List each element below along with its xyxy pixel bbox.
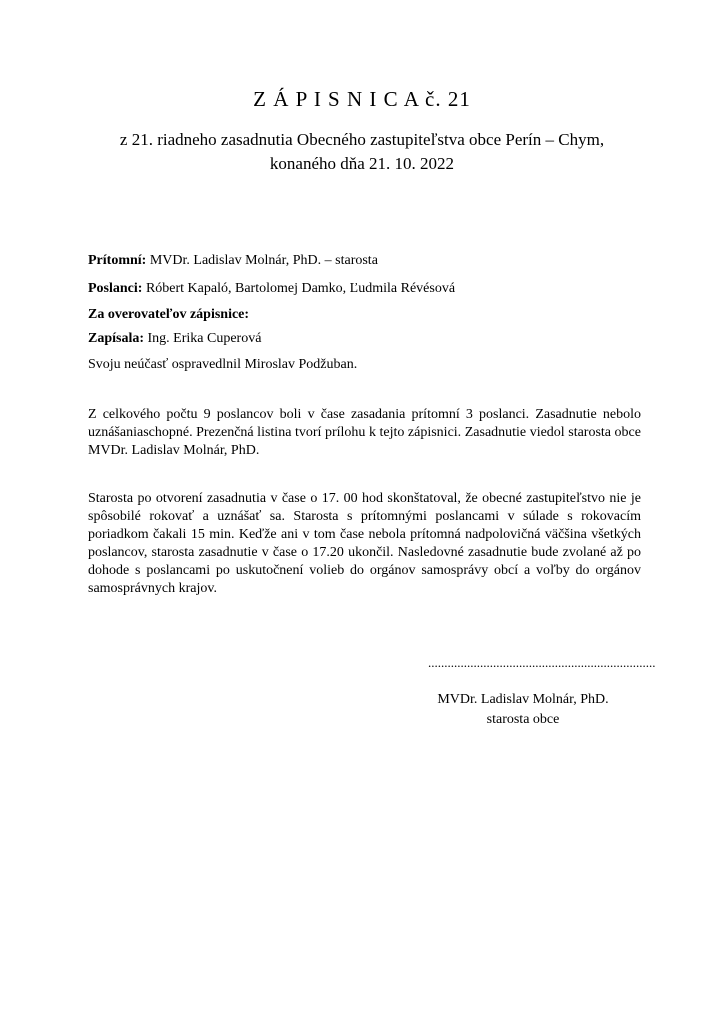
document-subtitle (0, 128, 724, 176)
subtitle-line-2: konaného dňa 21. 10. 2022 (269, 154, 455, 173)
paragraph-quorum: Z celkového počtu 9 poslancov boli v čase zasadania prítomní 3 poslanci. Zasadnutie nebolo uznášaniaschopné. Prezenčná listina tvorí prílohu k tejto zápisnici. Zasadnutie viedol starosta obce MVDr. Ladislav Molnár, PhD. (88, 407, 641, 458)
present-row (88, 252, 378, 270)
subtitle-line-1: z 21. riadneho zasadnutia Obecného zastupiteľstva obce Perín – Chym, (119, 130, 605, 149)
deputies-label: Poslanci: (88, 281, 143, 296)
document-title: Z Á P I S N I C A č. 21 (253, 87, 471, 111)
signature-role: starosta obce (486, 712, 560, 727)
paragraph-proceedings: Starosta po otvorení zasadnutia v čase o 17. 00 hod skonštatoval, že obecné zastupiteľstvo nie je spôsobilé rokovať a uznášať sa. Starosta s prítomnými poslancami v súlade s rokovacím poriadkom čakali 15 min. Keďže ani v tom čase nebola prítomná nadpolovičná väčšina všetkých poslancov, starosta zasadnutie v čase o 17.20 ukončil. Nasledovné zasadnutie bude zvolané až po dohode s poslancami po uskutočnení volieb do orgánov samosprávy obcí a voľby do orgánov samosprávnych krajov. (88, 491, 641, 596)
present-value: MVDr. Ladislav Molnár, PhD. – starosta (146, 253, 378, 268)
verifiers-label: Za overovateľov zápisnice: (88, 307, 250, 322)
recorder-value: Ing. Erika Cuperová (144, 331, 262, 346)
deputies-value: Róbert Kapaló, Bartolomej Damko, Ľudmila Révésová (142, 281, 456, 296)
present-label: Prítomní: (88, 253, 147, 268)
signature-line: ...................................................................... (428, 655, 656, 670)
deputies-row (88, 280, 455, 298)
recorder-label: Zapísala: (88, 331, 145, 346)
recorder-row (88, 330, 261, 348)
verifiers-row (88, 306, 249, 324)
excused-row: Svoju neúčasť ospravedlnil Miroslav Podžuban. (88, 357, 358, 372)
signature-name: MVDr. Ladislav Molnár, PhD. (437, 692, 609, 707)
signature-block (428, 690, 618, 730)
